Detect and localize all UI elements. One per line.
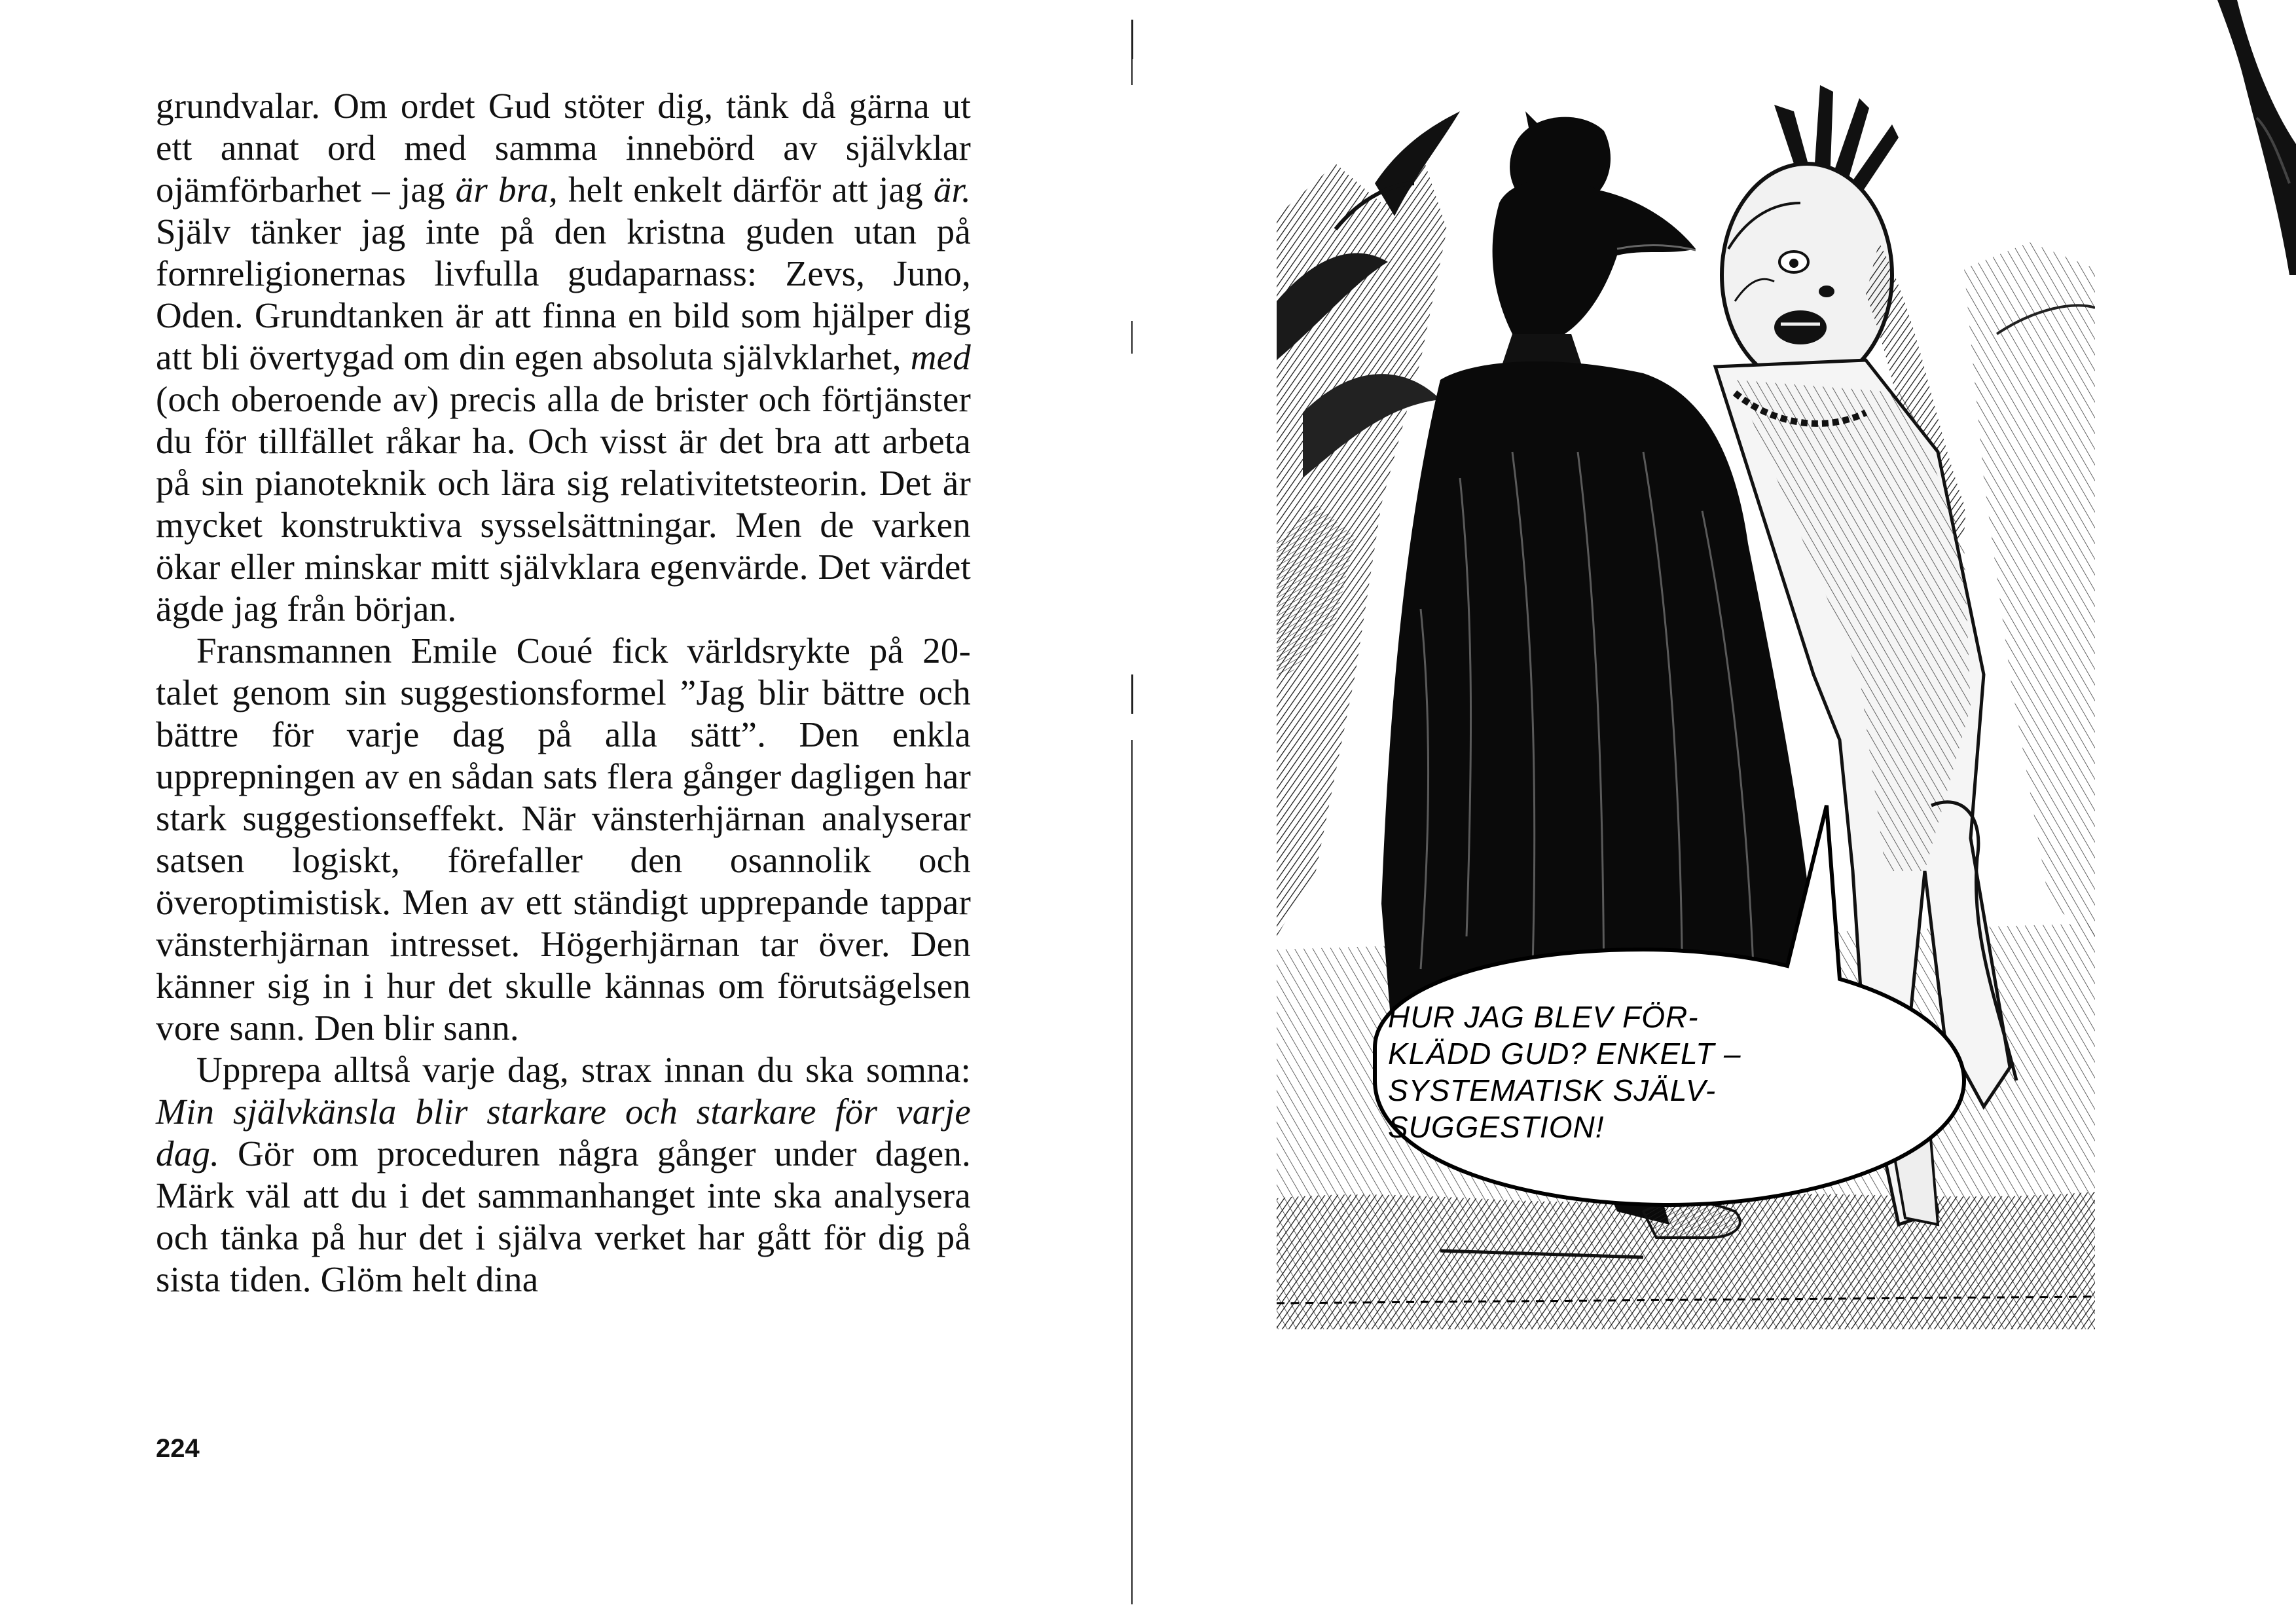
text-run: Upprepa alltså varje dag, strax innan du ska somna: (196, 1050, 971, 1090)
background-foliage-right (1964, 242, 2095, 936)
paragraph (156, 630, 971, 1049)
speech-bubble-text (1388, 999, 1833, 1145)
italic-text: med (910, 337, 971, 377)
gutter-line (1131, 20, 1133, 1604)
text-run: helt enkelt därför att jag (557, 170, 934, 210)
speech-bubble-line: SYSTEMATISK SJÄLV- (1388, 1073, 1717, 1107)
italic-text: är bra, (455, 170, 558, 210)
text-run: Fransmannen Emile Coué fick världsrykte på 20-talet genom sin suggestionsformel ”Jag blir bättre och bättre för varje dag på alla sätt”. Den enkla upprepningen av en sådan sats flera gånger dagligen har stark suggestionseffekt. När vänsterhjärnan analyserar satsen logiskt, förefaller den osannolik och överoptimistisk. Men av ett ständigt upprepande tappar vänsterhjärnan intresset. Högerhjärnan tar över. Den känner sig in i hur det skulle kännas om förutsägelsen vore sann. Den blir sann. (156, 631, 971, 1048)
left-page (0, 0, 1133, 1624)
text-run: Gör om proceduren några gånger under dagen. Märk väl att du i det sammanhanget inte ska analysera och tänka på hur det i själva verket har gått för dig på sista tiden. Glöm helt dina (156, 1134, 971, 1299)
paragraph (156, 85, 971, 630)
italic-text: Min självkänsla blir starkare och starkare för varje dag. (156, 1092, 971, 1173)
text-run: grundvalar. Om ordet Gud stöter dig, tänk då gärna ut ett annat ord med samma innebörd av självklar ojämförbarhet – jag (156, 86, 971, 210)
text-run: (och oberoende av) precis alla de brister och förtjänster du för tillfället råkar ha. Och visst är det bra att arbeta på sin pianoteknik och lära sig relativitetsteorin. Det är mycket konstruktiva sysselsättningar. Men de varken ökar eller minskar mitt självklara egenvärde. Det värdet ägde jag från början. (156, 379, 971, 629)
speech-bubble-line: KLÄDD GUD? ENKELT – (1388, 1037, 1741, 1071)
page-number: 224 (156, 1434, 200, 1463)
italic-text: är. (933, 170, 972, 210)
text-run: Själv tänker jag inte på den kristna guden utan på fornreligionernas livfulla gudaparnass: Zevs, Juno, Oden. Grundtanken är att finna en bild som hjälper dig att bli övertygad om din egen absoluta självklarhet, (156, 212, 971, 377)
speech-bubble-line: SUGGESTION! (1388, 1110, 1605, 1144)
paragraph (156, 1049, 971, 1301)
speech-bubble-line: HUR JAG BLEV FÖR- (1388, 1000, 1699, 1034)
body-text (156, 85, 971, 1301)
scan-edge-mark (2217, 0, 2296, 275)
